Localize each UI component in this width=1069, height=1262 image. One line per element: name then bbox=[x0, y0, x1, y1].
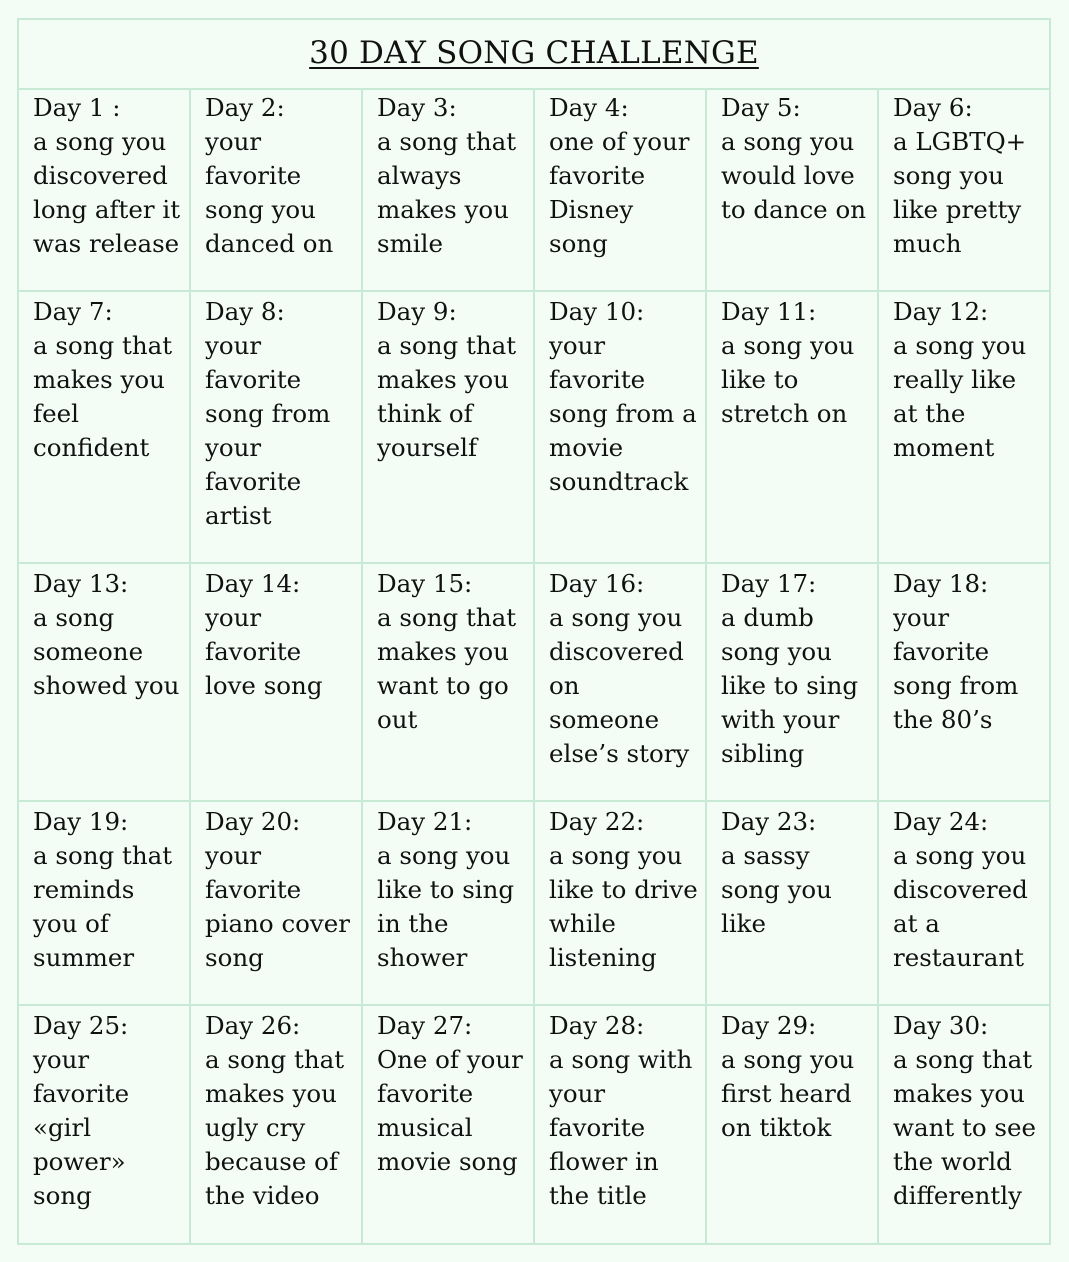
day-cell-15 bbox=[363, 564, 535, 802]
day-prompt: a song that always makes you smile bbox=[377, 127, 517, 258]
day-cell-17 bbox=[707, 564, 879, 802]
day-label: Day 4: bbox=[549, 93, 629, 122]
day-label: Day 12: bbox=[893, 297, 989, 326]
day-cell-21 bbox=[363, 802, 535, 1006]
day-prompt: a LGBTQ+ song you like pretty much bbox=[893, 127, 1027, 258]
day-cell-8 bbox=[191, 292, 363, 564]
day-cell-12 bbox=[879, 292, 1049, 564]
day-prompt: a sassy song you like bbox=[721, 841, 832, 938]
day-cell-22 bbox=[535, 802, 707, 1006]
day-cell-18 bbox=[879, 564, 1049, 802]
day-label: Day 25: bbox=[33, 1011, 129, 1040]
day-label: Day 26: bbox=[205, 1011, 301, 1040]
day-prompt: your favorite love song bbox=[205, 603, 323, 700]
day-label: Day 14: bbox=[205, 569, 301, 598]
day-prompt: a song that reminds you of summer bbox=[33, 841, 173, 972]
day-label: Day 16: bbox=[549, 569, 645, 598]
day-cell-1 bbox=[19, 88, 191, 292]
day-label: Day 9: bbox=[377, 297, 457, 326]
day-cell-11 bbox=[707, 292, 879, 564]
day-prompt: a song that makes you feel confident bbox=[33, 331, 173, 462]
day-cell-3 bbox=[363, 88, 535, 292]
day-prompt: a song you really like at the moment bbox=[893, 331, 1027, 462]
day-prompt: your favorite song from a movie soundtrack bbox=[549, 331, 697, 496]
day-prompt: a song you like to stretch on bbox=[721, 331, 855, 428]
day-cell-26 bbox=[191, 1006, 363, 1243]
day-label: Day 29: bbox=[721, 1011, 817, 1040]
day-label: Day 30: bbox=[893, 1011, 989, 1040]
day-cell-20 bbox=[191, 802, 363, 1006]
day-label: Day 7: bbox=[33, 297, 113, 326]
day-prompt: a song with your favorite flower in the title bbox=[549, 1045, 693, 1210]
day-label: Day 21: bbox=[377, 807, 473, 836]
day-cell-16 bbox=[535, 564, 707, 802]
day-label: Day 10: bbox=[549, 297, 645, 326]
day-cell-29 bbox=[707, 1006, 879, 1243]
day-prompt: your favorite «girl power» song bbox=[33, 1045, 130, 1210]
day-prompt: a song you like to drive while listening bbox=[549, 841, 698, 972]
day-cell-7 bbox=[19, 292, 191, 564]
day-label: Day 28: bbox=[549, 1011, 645, 1040]
day-prompt: a song you would love to dance on bbox=[721, 127, 866, 224]
day-label: Day 8: bbox=[205, 297, 285, 326]
day-prompt: a song that makes you ugly cry because of the video bbox=[205, 1045, 345, 1210]
day-label: Day 18: bbox=[893, 569, 989, 598]
day-label: Day 1 : bbox=[33, 93, 121, 122]
day-cell-24 bbox=[879, 802, 1049, 1006]
day-cell-5 bbox=[707, 88, 879, 292]
day-cell-14 bbox=[191, 564, 363, 802]
day-prompt: a song that makes you think of yourself bbox=[377, 331, 517, 462]
day-label: Day 6: bbox=[893, 93, 973, 122]
day-cell-27 bbox=[363, 1006, 535, 1243]
day-prompt: your favorite song from your favorite artist bbox=[205, 331, 331, 530]
day-cell-30 bbox=[879, 1006, 1049, 1243]
day-cell-6 bbox=[879, 88, 1049, 292]
day-label: Day 19: bbox=[33, 807, 129, 836]
day-prompt: One of your favorite musical movie song bbox=[377, 1045, 523, 1176]
page-title: 30 DAY SONG CHALLENGE bbox=[309, 35, 759, 71]
day-cell-13 bbox=[19, 564, 191, 802]
day-label: Day 3: bbox=[377, 93, 457, 122]
day-label: Day 17: bbox=[721, 569, 817, 598]
day-prompt: a song that makes you want to go out bbox=[377, 603, 517, 734]
day-prompt: a song you discovered at a restaurant bbox=[893, 841, 1028, 972]
day-cell-19 bbox=[19, 802, 191, 1006]
day-prompt: a song you discovered on someone else’s story bbox=[549, 603, 690, 768]
day-label: Day 22: bbox=[549, 807, 645, 836]
day-cell-9 bbox=[363, 292, 535, 564]
day-cell-10 bbox=[535, 292, 707, 564]
day-label: Day 15: bbox=[377, 569, 473, 598]
day-prompt: one of your favorite Disney song bbox=[549, 127, 690, 258]
day-cell-28 bbox=[535, 1006, 707, 1243]
day-label: Day 24: bbox=[893, 807, 989, 836]
day-prompt: your favorite piano cover song bbox=[205, 841, 350, 972]
day-cell-25 bbox=[19, 1006, 191, 1243]
challenge-sheet bbox=[17, 18, 1051, 1245]
day-label: Day 2: bbox=[205, 93, 285, 122]
day-prompt: your favorite song you danced on bbox=[205, 127, 334, 258]
day-label: Day 11: bbox=[721, 297, 817, 326]
day-cell-4 bbox=[535, 88, 707, 292]
day-cell-23 bbox=[707, 802, 879, 1006]
day-prompt: a dumb song you like to sing with your sibling bbox=[721, 603, 859, 768]
day-prompt: a song someone showed you bbox=[33, 603, 180, 700]
day-prompt: a song you like to sing in the shower bbox=[377, 841, 515, 972]
title-row bbox=[19, 20, 1049, 90]
day-prompt: a song you first heard on tiktok bbox=[721, 1045, 855, 1142]
challenge-grid bbox=[19, 88, 1049, 1243]
day-label: Day 5: bbox=[721, 93, 801, 122]
day-prompt: a song you discovered long after it was release bbox=[33, 127, 181, 258]
day-prompt: a song that makes you want to see the world differently bbox=[893, 1045, 1036, 1210]
day-label: Day 13: bbox=[33, 569, 129, 598]
day-label: Day 20: bbox=[205, 807, 301, 836]
day-cell-2 bbox=[191, 88, 363, 292]
day-label: Day 27: bbox=[377, 1011, 473, 1040]
day-prompt: your favorite song from the 80’s bbox=[893, 603, 1019, 734]
day-label: Day 23: bbox=[721, 807, 817, 836]
